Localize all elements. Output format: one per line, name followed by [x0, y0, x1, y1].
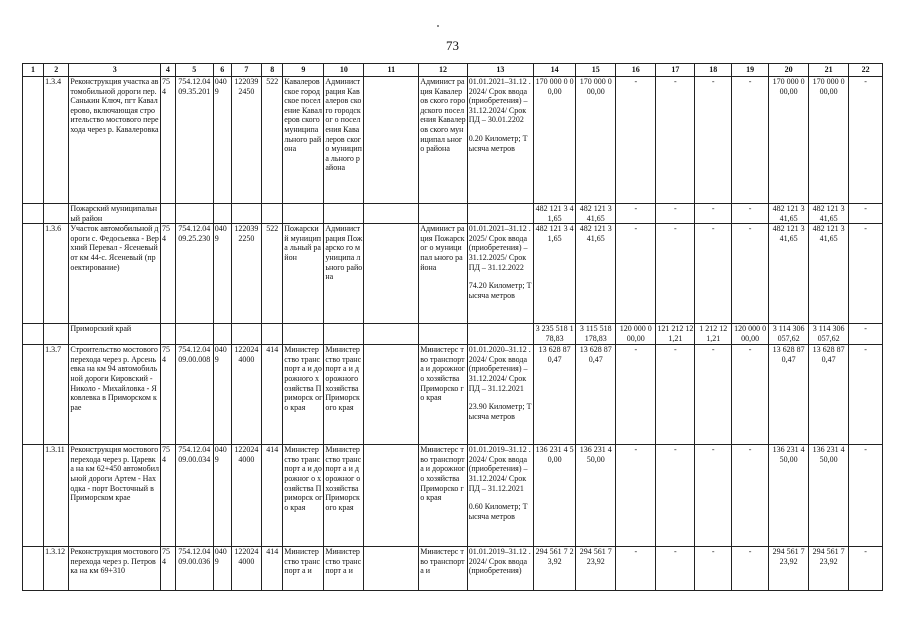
amount-cell: -: [732, 224, 769, 324]
code-cell: 122039 2250: [231, 224, 262, 324]
group-total-row: [23, 204, 883, 224]
code-cell: 754: [161, 547, 176, 591]
group-name-cell: Пожарский муниципальный район: [69, 204, 161, 224]
column-number-cell: 9: [283, 64, 324, 77]
empty-cell: [175, 324, 213, 345]
schedule-cell: [467, 445, 533, 547]
customer-cell: Министер ство транспорт а и: [324, 547, 364, 591]
empty-cell: [364, 77, 419, 204]
amount-cell: -: [849, 324, 883, 345]
code-cell: 754: [161, 345, 176, 445]
empty-cell: [175, 204, 213, 224]
column-number-cell: 3: [69, 64, 161, 77]
amount-cell: -: [695, 224, 732, 324]
amount-cell: 294 561 7 23,92: [769, 547, 809, 591]
amount-cell: -: [732, 445, 769, 547]
amount-cell: 13 628 87 0,47: [534, 345, 576, 445]
amount-cell: -: [616, 345, 656, 445]
amount-cell: -: [849, 77, 883, 204]
amount-cell: 482 121 3 41,65: [576, 204, 616, 224]
schedule-cell: [467, 224, 533, 324]
amount-cell: 136 231 4 50,00: [809, 445, 849, 547]
empty-cell: [467, 324, 533, 345]
schedule-spacer: [469, 393, 532, 402]
schedule-cell: [467, 345, 533, 445]
scan-speck: [437, 25, 439, 27]
amount-cell: -: [616, 445, 656, 547]
amount-cell: 294 561 7 23,92: [534, 547, 576, 591]
empty-cell: [213, 324, 231, 345]
project-row: [23, 445, 883, 547]
amount-cell: 3 115 518 178,83: [576, 324, 616, 345]
owner-cell: Министер ство транспорт а и дорожного хозяйства Приморск ого края: [283, 345, 324, 445]
amount-cell: 3 114 306 057,62: [769, 324, 809, 345]
schedule-spacer: [469, 272, 532, 281]
amount-cell: 170 000 0 00,00: [576, 77, 616, 204]
amount-cell: -: [616, 77, 656, 204]
amount-cell: -: [849, 445, 883, 547]
amount-cell: 482 121 3 41,65: [809, 224, 849, 324]
code-cell: 754.12.04 09.00.034: [175, 445, 213, 547]
code-cell: 122024 4000: [231, 547, 262, 591]
column-number-cell: 17: [656, 64, 695, 77]
project-row: [23, 345, 883, 445]
developer-cell: Министерс тво транспорта и дорожного хозяйства Приморско го края: [419, 445, 467, 547]
amount-cell: -: [616, 224, 656, 324]
amount-cell: -: [849, 204, 883, 224]
empty-cell: [364, 345, 419, 445]
project-name-cell: Реконструкция мостового перехода через р. Царевка на км 62+450 автомобильной дороги Артем - Находка - порт Восточный в Приморском крае: [69, 445, 161, 547]
code-cell: 0409: [213, 445, 231, 547]
schedule-text: 01.01.2020–31.12 .2024/ Срок ввода (приобретения) – 31.12.2024/ Срок ПД – 31.12.2021: [468, 345, 531, 393]
amount-cell: 136 231 4 50,00: [576, 445, 616, 547]
capacity-text: 0.20 Километр; Тысяча метров: [468, 133, 528, 153]
empty-cell: [364, 324, 419, 345]
empty-cell: [419, 324, 467, 345]
amount-cell: -: [732, 345, 769, 445]
amount-cell: 120 000 0 00,00: [616, 324, 656, 345]
empty-cell: [262, 324, 283, 345]
code-cell: 414: [262, 345, 283, 445]
project-name-cell: Строительство мостового перехода через р. Арсеньевка на км 94 автомобильной дороги Кировский - Николо - Михайловка - Яковлевка в Приморском крае: [69, 345, 161, 445]
code-cell: 754: [161, 77, 176, 204]
column-number-cell: 12: [419, 64, 467, 77]
code-cell: 522: [262, 224, 283, 324]
code-cell: 122024 4000: [231, 445, 262, 547]
amount-cell: -: [695, 77, 732, 204]
owner-cell: Министер ство транспорт а и: [283, 547, 324, 591]
group-name-cell: Приморский край: [69, 324, 161, 345]
amount-cell: 3 235 518 178,83: [534, 324, 576, 345]
column-number-cell: 20: [769, 64, 809, 77]
empty-cell: [213, 204, 231, 224]
schedule-text: 01.01.2019–31.12 .2024/ Срок ввода (приобретения): [468, 547, 531, 576]
amount-cell: -: [616, 204, 656, 224]
column-number-cell: 15: [576, 64, 616, 77]
amount-cell: 13 628 87 0,47: [576, 345, 616, 445]
empty-cell: [364, 445, 419, 547]
amount-cell: -: [656, 345, 695, 445]
empty-cell: [283, 204, 324, 224]
amount-cell: 1 212 12 1,21: [695, 324, 732, 345]
column-number-row: [23, 64, 883, 77]
column-number-cell: 7: [231, 64, 262, 77]
code-cell: 414: [262, 445, 283, 547]
empty-cell: [44, 324, 69, 345]
code-cell: 122024 4000: [231, 345, 262, 445]
amount-cell: -: [849, 224, 883, 324]
amount-cell: 294 561 7 23,92: [809, 547, 849, 591]
amount-cell: 3 114 306 057,62: [809, 324, 849, 345]
amount-cell: 482 121 3 41,65: [769, 204, 809, 224]
amount-cell: 170 000 0 00,00: [534, 77, 576, 204]
amount-cell: -: [732, 204, 769, 224]
empty-cell: [23, 204, 44, 224]
amount-cell: 482 121 3 41,65: [576, 224, 616, 324]
column-number-cell: 4: [161, 64, 176, 77]
amount-cell: 482 121 3 41,65: [769, 224, 809, 324]
item-number-cell: 1.3.7: [44, 345, 69, 445]
empty-cell: [23, 324, 44, 345]
project-name-cell: Реконструкция мостового перехода через р. Петровка на км 69+310: [69, 547, 161, 591]
project-name-cell: Участок автомобильной дороги с. Федосьевка - Верхний Перевал - Ясеневый от км 44-с. Ясеневый (проектирование): [69, 224, 161, 324]
empty-cell: [44, 204, 69, 224]
empty-cell: [161, 204, 176, 224]
item-number-cell: 1.3.11: [44, 445, 69, 547]
schedule-spacer: [469, 493, 532, 502]
code-cell: 754.12.04 09.35.201: [175, 77, 213, 204]
amount-cell: 136 231 4 50,00: [534, 445, 576, 547]
item-number-cell: 1.3.4: [44, 77, 69, 204]
amount-cell: 294 561 7 23,92: [576, 547, 616, 591]
empty-cell: [467, 204, 533, 224]
amount-cell: -: [695, 445, 732, 547]
project-name-cell: Реконструкция участка автомобильной дороги пер. Санькин Ключ, пгт Кавалерово, включающая строительство мостового перехода через р. Кавалеровка: [69, 77, 161, 204]
amount-cell: 136 231 4 50,00: [769, 445, 809, 547]
capacity-text: 74.20 Километр; Тысяча метров: [468, 281, 532, 300]
amount-cell: 482 121 3 41,65: [534, 224, 576, 324]
amount-cell: 13 628 87 0,47: [809, 345, 849, 445]
empty-cell: [231, 204, 262, 224]
amount-cell: 13 628 87 0,47: [769, 345, 809, 445]
schedule-text: 01.01.2021–31.12 .2025/ Срок ввода (приобретения) – 31.12.2025/ Срок ПД – 31.12.2022: [468, 224, 531, 272]
amount-cell: -: [849, 345, 883, 445]
customer-cell: Админист рация Пожарско го муниципа льного района: [324, 224, 364, 324]
empty-cell: [262, 204, 283, 224]
empty-cell: [23, 224, 44, 324]
amount-cell: -: [656, 445, 695, 547]
project-row: [23, 77, 883, 204]
amount-cell: -: [732, 77, 769, 204]
amount-cell: -: [732, 547, 769, 591]
code-cell: 522: [262, 77, 283, 204]
page-number: 73: [446, 38, 459, 53]
column-number-cell: 10: [324, 64, 364, 77]
schedule-spacer: [469, 125, 532, 134]
empty-cell: [23, 345, 44, 445]
column-number-cell: 21: [809, 64, 849, 77]
amount-cell: -: [656, 77, 695, 204]
column-number-cell: 18: [695, 64, 732, 77]
register-table: [22, 63, 883, 591]
code-cell: 754.12.04 09.00.036: [175, 547, 213, 591]
customer-cell: Админист рация Кавалеров ского городског о поселения Кавалеров ского муниципа льного района: [324, 77, 364, 204]
capacity-text: 23.90 Километр; Тысяча метров: [468, 402, 532, 421]
customer-cell: Министер ство транспорт а и дорожного хозяйства Приморск ого края: [324, 345, 364, 445]
amount-cell: 482 121 3 41,65: [809, 204, 849, 224]
code-cell: 754: [161, 445, 176, 547]
column-number-cell: 19: [732, 64, 769, 77]
code-cell: 0409: [213, 77, 231, 204]
code-cell: 0409: [213, 345, 231, 445]
owner-cell: Министер ство транспорт а и дорожног о хозяйства Приморск ого края: [283, 445, 324, 547]
column-number-cell: 16: [616, 64, 656, 77]
code-cell: 754.12.04 09.00.008: [175, 345, 213, 445]
column-number-cell: 13: [467, 64, 533, 77]
column-number-cell: 14: [534, 64, 576, 77]
schedule-text: 01.01.2021–31.12 .2024/ Срок ввода (приобретения) – 31.12.2024/ Срок ПД – 30.01.2202: [468, 77, 531, 125]
empty-cell: [23, 445, 44, 547]
empty-cell: [23, 547, 44, 591]
developer-cell: Министерс тво транспорта и: [419, 547, 467, 591]
amount-cell: -: [695, 204, 732, 224]
column-number-cell: 1: [23, 64, 44, 77]
empty-cell: [283, 324, 324, 345]
developer-cell: Админист рация Кавалеров ского городского поселения Кавалеров ского муниципал ьного района: [419, 77, 467, 204]
amount-cell: -: [695, 345, 732, 445]
empty-cell: [231, 324, 262, 345]
empty-cell: [419, 204, 467, 224]
amount-cell: 170 000 0 00,00: [769, 77, 809, 204]
column-number-cell: 5: [175, 64, 213, 77]
developer-cell: Админист рация Пожарског о муниципал ьного района: [419, 224, 467, 324]
code-cell: 754.12.04 09.25.230: [175, 224, 213, 324]
column-number-cell: 6: [213, 64, 231, 77]
code-cell: 754: [161, 224, 176, 324]
amount-cell: -: [656, 547, 695, 591]
code-cell: 414: [262, 547, 283, 591]
code-cell: 122039 2450: [231, 77, 262, 204]
amount-cell: 170 000 0 00,00: [809, 77, 849, 204]
schedule-cell: [467, 547, 533, 591]
amount-cell: 121 212 121,21: [657, 324, 694, 343]
item-number-cell: 1.3.6: [44, 224, 69, 324]
empty-cell: [161, 324, 176, 345]
amount-cell: -: [656, 204, 695, 224]
capacity-text: 0.60 Километр; Тысяча метров: [468, 502, 528, 521]
schedule-text: 01.01.2019–31.12 .2024/ Срок ввода (приобретения) – 31.12.2024/ Срок ПД – 31.12.2021: [468, 445, 531, 493]
code-cell: 0409: [213, 547, 231, 591]
amount-cell: -: [616, 547, 656, 591]
empty-cell: [364, 547, 419, 591]
amount-cell: 120 000 0 00,00: [732, 324, 769, 345]
empty-cell: [324, 204, 364, 224]
owner-cell: Пожарски й муниципа льный район: [283, 224, 324, 324]
empty-cell: [23, 77, 44, 204]
column-number-cell: 11: [364, 64, 419, 77]
project-row: [23, 547, 883, 591]
amount-cell: 482 121 3 41,65: [534, 204, 576, 224]
schedule-cell: [467, 77, 533, 204]
empty-cell: [364, 224, 419, 324]
amount-cell: -: [656, 224, 695, 324]
empty-cell: [324, 324, 364, 345]
amount-cell: -: [695, 547, 732, 591]
amount-cell: -: [849, 547, 883, 591]
owner-cell: Кавалеров ское городское поселение Кавалеров ского муниципа льного района: [283, 77, 324, 204]
customer-cell: Министер ство транспорт а и дорожног о хозяйства Приморск ого края: [324, 445, 364, 547]
project-row: [23, 224, 883, 324]
developer-cell: Министерс тво транспорта и дорожного хозяйства Приморско го края: [419, 345, 467, 445]
column-number-cell: 2: [44, 64, 69, 77]
column-number-cell: 8: [262, 64, 283, 77]
column-number-cell: 22: [849, 64, 883, 77]
item-number-cell: 1.3.12: [44, 547, 69, 591]
group-total-row: [23, 324, 883, 345]
code-cell: 0409: [213, 224, 231, 324]
empty-cell: [364, 204, 419, 224]
